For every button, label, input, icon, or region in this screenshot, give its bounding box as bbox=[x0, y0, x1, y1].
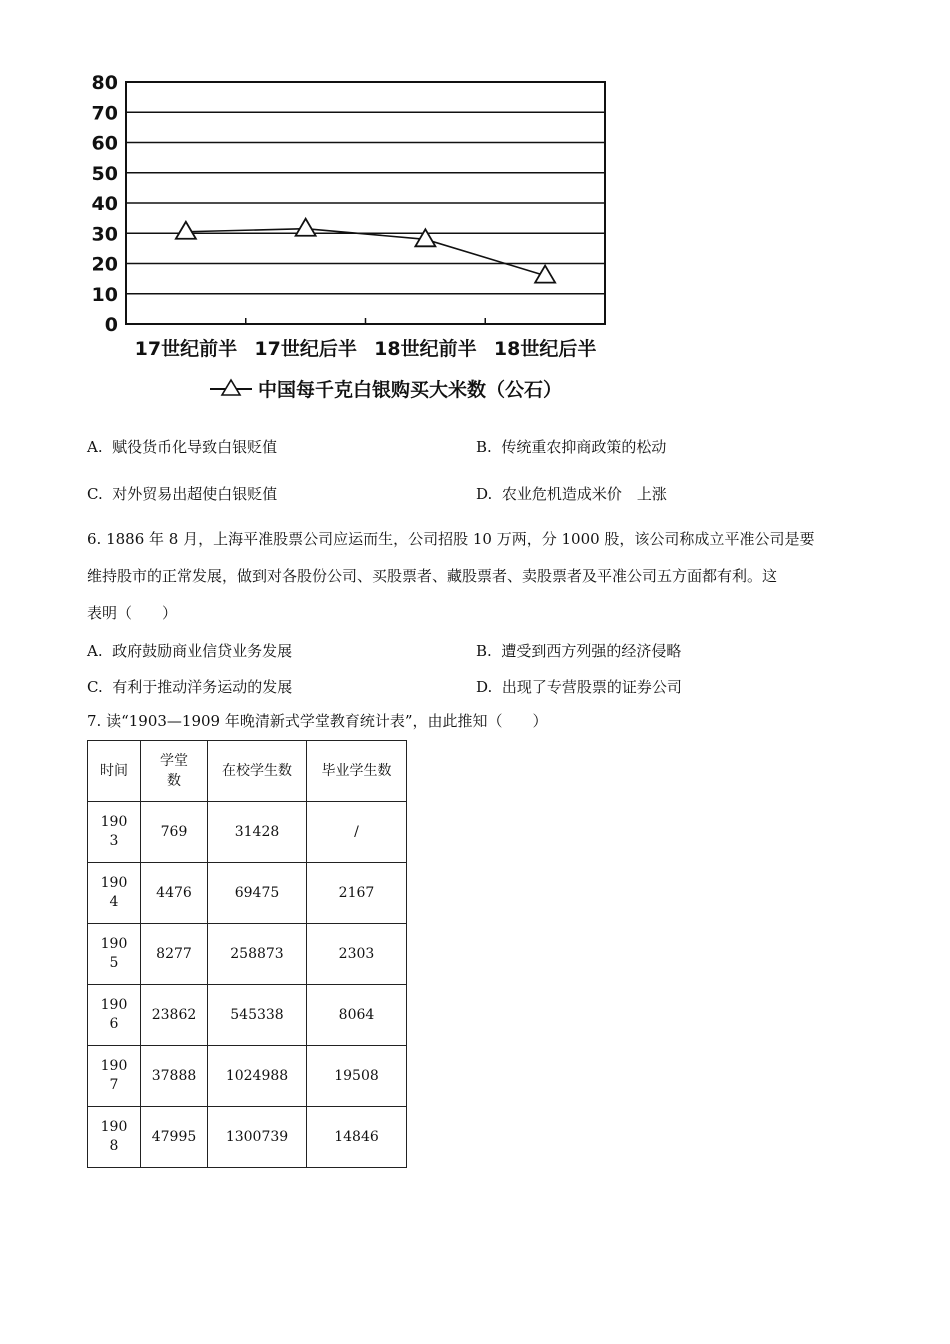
cell-graduates: 19508 bbox=[307, 1046, 407, 1107]
cell-students: 69475 bbox=[208, 863, 307, 924]
y-tick-label: 10 bbox=[91, 283, 118, 306]
cell-schools: 23862 bbox=[141, 985, 208, 1046]
table-row bbox=[88, 1046, 407, 1107]
x-category-label: 18世纪前半 bbox=[374, 338, 477, 360]
rice-silver-line-chart bbox=[80, 62, 620, 407]
data-point-triangle bbox=[415, 229, 435, 246]
q6-stem-line-2: 维持股市的正常发展，做到对各股份公司、买股票者、藏股票者、卖股票者及平准公司五方面都有利。这 bbox=[87, 567, 778, 585]
q5-option-b[interactable]: B. 传统重农抑商政策的松动 bbox=[476, 438, 667, 456]
table-row bbox=[88, 985, 407, 1046]
q6-option-d[interactable]: D. 出现了专营股票的证券公司 bbox=[476, 678, 682, 696]
legend-triangle-icon bbox=[222, 380, 240, 395]
data-point-triangle bbox=[176, 222, 196, 239]
cell-students: 1300739 bbox=[208, 1107, 307, 1168]
x-category-label: 17世纪前半 bbox=[134, 338, 238, 360]
cell-year: 1903 bbox=[88, 802, 141, 863]
x-category-labels bbox=[135, 337, 597, 360]
data-point-triangle bbox=[296, 219, 316, 236]
y-tick-label: 70 bbox=[91, 102, 118, 125]
q6-stem-line-1: 6. 1886 年 8 月，上海平准股票公司应运而生，公司招股 10 万两，分 1000 股，该公司称成立平准公司是要 bbox=[87, 530, 815, 548]
cell-graduates: 2303 bbox=[307, 924, 407, 985]
q6-option-a[interactable]: A. 政府鼓励商业信贷业务发展 bbox=[87, 642, 293, 660]
table-header-row bbox=[88, 741, 407, 802]
cell-year: 1907 bbox=[88, 1046, 141, 1107]
series-markers bbox=[176, 219, 555, 283]
y-tick-label: 60 bbox=[91, 132, 118, 155]
cell-year: 1905 bbox=[88, 924, 141, 985]
cell-graduates: / bbox=[307, 802, 407, 863]
cell-schools: 8277 bbox=[141, 924, 208, 985]
q6-option-c[interactable]: C. 有利于推动洋务运动的发展 bbox=[87, 678, 293, 696]
y-tick-label: 0 bbox=[104, 314, 118, 336]
table-row bbox=[88, 863, 407, 924]
cell-schools: 37888 bbox=[141, 1046, 208, 1107]
y-tick-label: 50 bbox=[91, 162, 118, 185]
cell-year: 1908 bbox=[88, 1107, 141, 1168]
y-tick-label: 80 bbox=[91, 72, 118, 94]
cell-year: 1904 bbox=[88, 863, 141, 924]
x-category-label: 18世纪后半 bbox=[493, 338, 597, 360]
y-tick-label: 30 bbox=[91, 223, 118, 246]
q6-stem-line-3: 表明（ ） bbox=[87, 604, 178, 622]
cell-graduates: 8064 bbox=[307, 985, 407, 1046]
cell-graduates: 14846 bbox=[307, 1107, 407, 1168]
cell-schools: 769 bbox=[141, 802, 208, 863]
x-category-label: 17世纪后半 bbox=[254, 338, 357, 360]
y-tick-label: 20 bbox=[91, 253, 118, 276]
q7-stem: 7. 读“1903—1909 年晚清新式学堂教育统计表”，由此推知（ ） bbox=[87, 712, 548, 730]
table-row bbox=[88, 924, 407, 985]
y-tick-label: 40 bbox=[91, 193, 118, 215]
gridlines bbox=[126, 112, 605, 294]
cell-students: 31428 bbox=[208, 802, 307, 863]
cell-students: 258873 bbox=[208, 924, 307, 985]
q5-option-a[interactable]: A. 赋役货币化导致白银贬值 bbox=[87, 438, 278, 456]
q6-option-b[interactable]: B. 遭受到西方列强的经济侵略 bbox=[476, 642, 682, 660]
table-row bbox=[88, 1107, 407, 1168]
q5-option-c[interactable]: C. 对外贸易出超使白银贬值 bbox=[87, 485, 278, 503]
cell-students: 1024988 bbox=[208, 1046, 307, 1107]
table-row bbox=[88, 802, 407, 863]
cell-graduates: 2167 bbox=[307, 863, 407, 924]
cell-students: 545338 bbox=[208, 985, 307, 1046]
legend-text: 中国每千克白银购买大米数（公石） bbox=[258, 379, 563, 401]
header-graduates: 毕业学生数 bbox=[307, 741, 407, 802]
y-tick-labels bbox=[92, 72, 118, 336]
cell-schools: 4476 bbox=[141, 863, 208, 924]
school-statistics-table bbox=[87, 740, 407, 1168]
series-line bbox=[186, 229, 545, 276]
legend bbox=[210, 378, 562, 401]
header-schools: 学堂数 bbox=[141, 741, 208, 802]
q5-option-d[interactable]: D. 农业危机造成米价 上涨 bbox=[476, 485, 667, 503]
cell-year: 1906 bbox=[88, 985, 141, 1046]
header-students: 在校学生数 bbox=[208, 741, 307, 802]
header-time: 时间 bbox=[88, 741, 141, 802]
cell-schools: 47995 bbox=[141, 1107, 208, 1168]
